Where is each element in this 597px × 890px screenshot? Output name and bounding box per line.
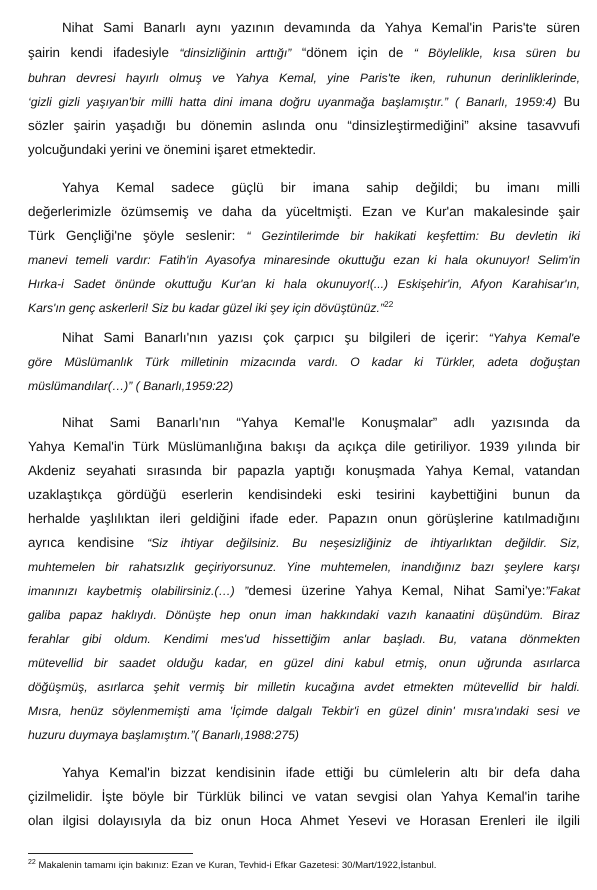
paragraph-4-line-7: muhtemelen bir rahatsızlık geçiriyorsunuz. Yine muhtemelen, inandığınız bazı şeylere karşı [28,560,580,574]
italic-quote: ‘gizli gizli yaşıyan'bir milli hatta dini imana doğru uyanmağa başlamıştır.” ( Banarlı, 1959:4) [28,95,557,109]
paragraph-2-line-4: manevi temeli vardır: Fatih'in Ayasofya minaresinde okuttuğu ezan ki hala okunuyor! Selim'in [28,253,580,267]
paragraph-4-line-10: ferahlar gibi oldum. Kendimi mes'ud hissettiğim anlar başladı. Bu, vatana dönmekten [28,632,580,646]
paragraph-4-line-14: huzuru duymaya başlamıştım.”( Banarlı,1988:275) [28,728,299,742]
text-span: ayrıca kendisine [28,535,148,550]
footnote-separator [28,853,193,854]
footnote [28,860,436,872]
text-span: “dönem için de [291,45,414,60]
paragraph-4-line-12: döğüşmüş, asırlarca şehit vermiş bir milletin kucağına avdet etmekten mütevellid bir haldi. [28,680,580,694]
italic-quote: “Yahya Kemal'e [488,331,581,345]
italic-quote: “Siz ihtiyar değilsiniz. Bu neşesizliğiniz de ihtiyarlıktan değildir. Siz, [147,536,580,550]
paragraph-3-line-1 [62,330,580,346]
paragraph-2-line-6 [28,300,580,316]
paragraph-1-line-4 [28,94,580,110]
italic-quote: imanınızı kaybetmiş olabilirsiniz.(…) ” [28,584,249,598]
paragraph-4-line-8 [28,583,580,599]
paragraph-4-line-13: Mısra, henüz söylenmemişti ama 'İçimde dalgalı Tekbir'i en güzel dinin' mısra'ındaki sesi ve [28,704,580,718]
paragraph-2-line-1: Yahya Kemal sadece güçlü bir imana sahip değildi; bu imanı milli [62,180,580,195]
text-span: demesi üzerine Yahya Kemal, Nihat Sami'ye: [248,583,546,598]
paragraph-4-line-3: Akdeniz seyahati sırasında bir papazla yaptığı konuşmada Yahya Kemal, vatandan [28,463,580,478]
footnote-reference: 22 [383,299,394,309]
paragraph-4-line-2: Yahya Kemal'in Türk Müslümanlığına bakışı da açıkça dile getiriliyor. 1939 yılında bir [28,439,580,454]
paragraph-2-line-2: değerlerimizle özümsemiş ve daha da yüceltmişti. Ezan ve Kur'an makalesinde şair [28,204,580,219]
paragraph-1-line-5: sözler şairin yaşadığı bu dönemin aslında onu “dinsizleştirmediğini” aksine tasavvufi [28,118,580,133]
paragraph-4-line-11: mütevellid bir saadet olduğu kadar, en güzel dini kabul etmiş, onun uğrunda asırlarca [28,656,580,670]
paragraph-2-line-5: Hırka-i Sadet önünde okuttuğu Kur'an ki hala okunuyor!(...) Eskişehir'in, Afyon Karahisar'ın, [28,277,580,291]
paragraph-4-line-1: Nihat Sami Banarlı'nın “Yahya Kemal'le Konuşmalar” adlı yazısında da [62,415,580,430]
paragraph-3-line-3: müslümandılar(…)” ( Banarlı,1959:22) [28,379,234,393]
footnote-text: Makalenin tamamı için bakınız: Ezan ve Kuran, Tevhid-i Efkar Gazetesi: 30/Mart/1922,İstanbul. [38,860,437,871]
paragraph-1-line-3: buhran devresi hayırlı olmuş ve Yahya Kemal, yine Paris'te iken, ruhunun derinliklerinde, [28,71,580,85]
text-span: Bu [556,94,580,109]
paragraph-5-line-2: çizilmelidir. İşte böyle bir Türklük bilinci ve vatan sevgisi olan Yahya Kemal'in tarihe [28,789,580,804]
paragraph-4-line-4: uzaklaştıkça gördüğü eserlerin kendisindeki eski tesirini kaybettiğini bunun da [28,487,580,502]
italic-quote: “dinsizliğinin arttığı” [179,46,292,60]
paragraph-3-line-2: göre Müslümanlık Türk milletinin mizacında vardı. O kadar ki Türkler, adeta doğuştan [28,355,580,369]
footnote-marker: 22 [28,859,36,866]
text-span: şairin kendi ifadesiyle [28,45,180,60]
paragraph-2-line-3 [28,228,580,244]
paragraph-4-line-5: herhalde yaşlılıktan ileri geldiğini ifade eder. Papazın onun görüşlerine katılmadığını [28,511,580,526]
text-span: Türk Gençliği'ne şöyle seslenir: [28,228,247,243]
text-span: Nihat Sami Banarlı'nın yazısı çok çarpıcı şu bilgileri de içerir: [62,330,489,345]
italic-quote: ”Fakat [545,584,580,598]
paragraph-1-line-2 [28,45,580,61]
italic-quote: “ Gezintilerimde bir hakikati keşfettim: Bu devletin iki [246,229,580,243]
paragraph-1-line-6: yolcuğundaki yerini ve önemini işaret etmektedir. [28,142,317,157]
italic-quote: Kars'ın genç askerleri! Siz bu kadar güzel iki şey için dövüştünüz.” [28,301,384,315]
paragraph-5-line-1: Yahya Kemal'in bizzat kendisinin ifade ettiği bu cümlelerin altı bir defa daha [62,765,580,780]
paragraph-4-line-6 [28,535,580,551]
paragraph-4-line-9: galiba papaz haklıydı. Dönüşte hep onun iman hakkındaki vazıh kanaatini düşündüm. Biraz [28,608,580,622]
italic-quote: “ Böylelikle, kısa süren bu [413,46,580,60]
paragraph-5-line-3: olan ilgisi dolayısıyla da biz onun Hoca Ahmet Yesevi ve Horasan Erenleri ile ilgili [28,813,580,828]
paragraph-1-line-1: Nihat Sami Banarlı aynı yazının devamında da Yahya Kemal'in Paris'te süren [62,20,580,35]
